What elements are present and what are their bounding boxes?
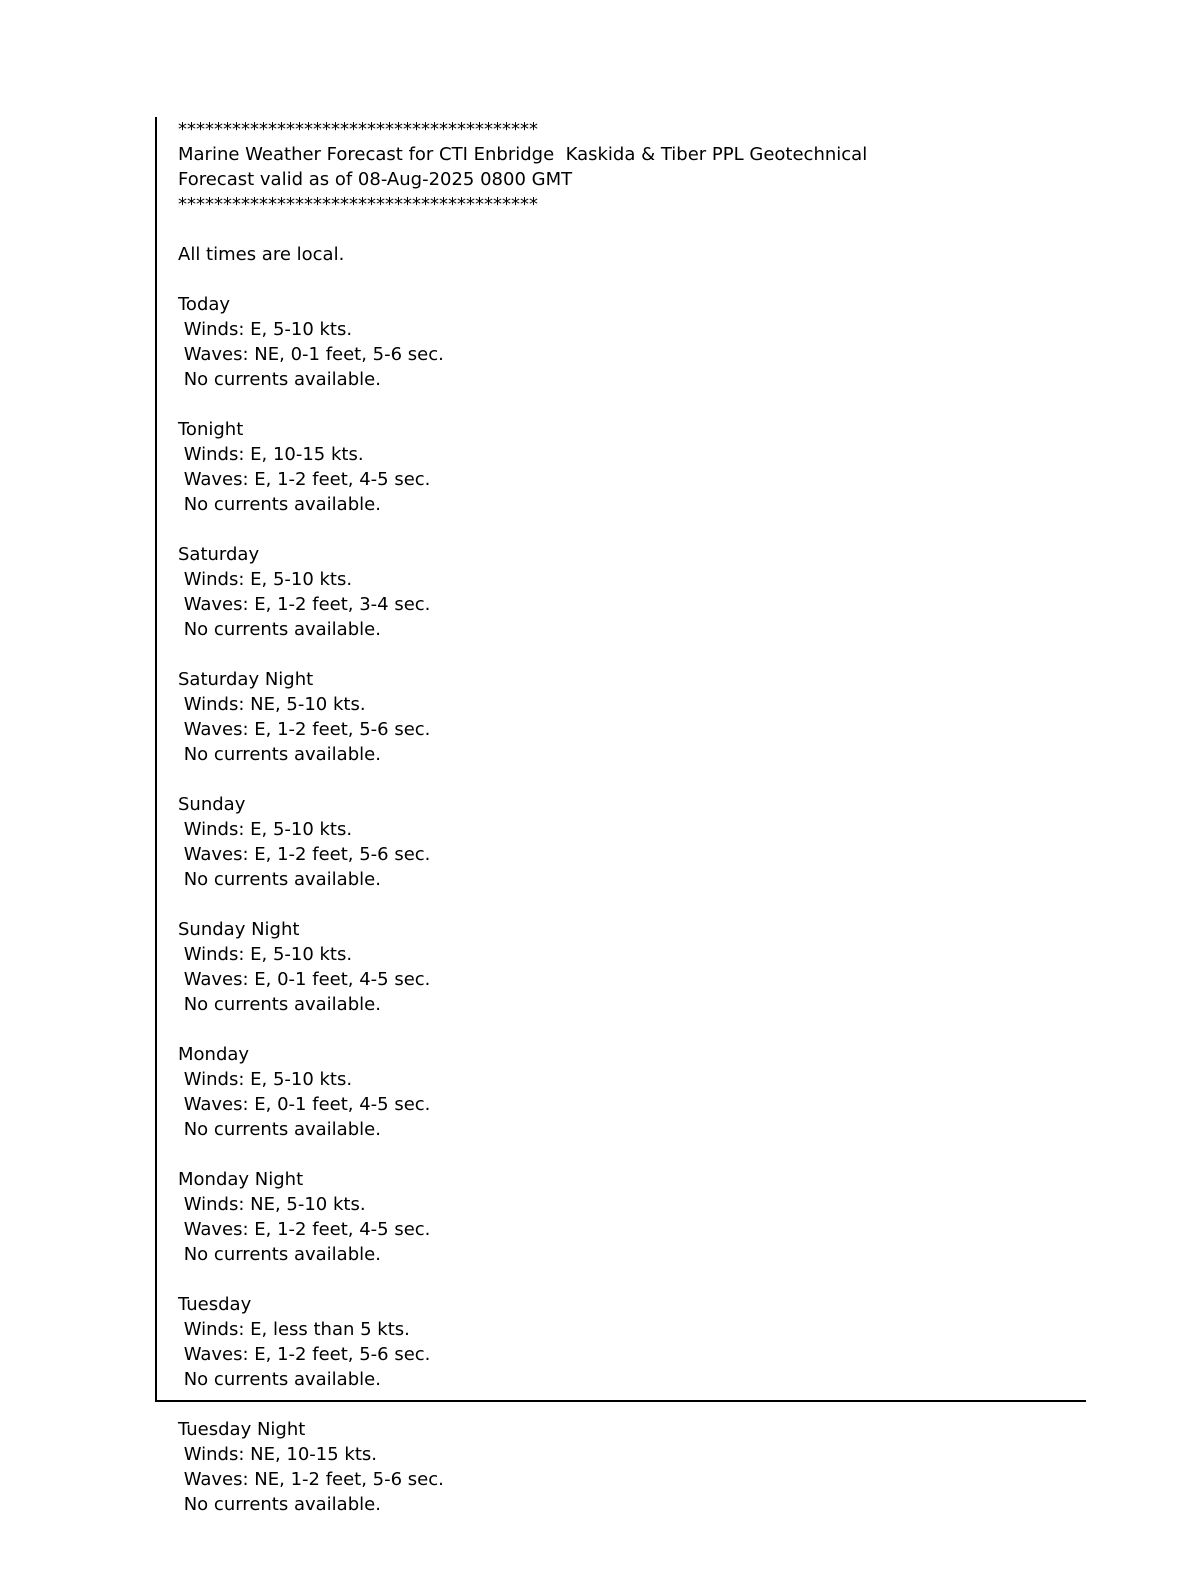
winds-line: Winds: E, 5-10 kts. <box>178 319 353 340</box>
winds-line: Winds: NE, 10-15 kts. <box>178 1444 378 1465</box>
winds-line: Winds: NE, 5-10 kts. <box>178 1194 366 1215</box>
forecast-section-sunday-night <box>178 917 1158 1017</box>
currents-line: No currents available. <box>178 1494 381 1515</box>
currents-line: No currents available. <box>178 744 381 765</box>
forecast-section-tuesday <box>178 1292 1158 1392</box>
section-title: Today <box>178 294 231 315</box>
forecast-header <box>178 117 1158 217</box>
section-title: Sunday <box>178 794 246 815</box>
section-title: Monday Night <box>178 1169 304 1190</box>
currents-line: No currents available. <box>178 994 381 1015</box>
waves-line: Waves: E, 1-2 feet, 4-5 sec. <box>178 469 431 490</box>
currents-line: No currents available. <box>178 619 381 640</box>
waves-line: Waves: E, 1-2 feet, 5-6 sec. <box>178 844 431 865</box>
currents-line: No currents available. <box>178 1369 381 1390</box>
section-title: Monday <box>178 1044 250 1065</box>
forecast-valid-date: Forecast valid as of 08-Aug-2025 0800 GMT <box>178 169 573 190</box>
winds-line: Winds: E, 5-10 kts. <box>178 1069 353 1090</box>
currents-line: No currents available. <box>178 369 381 390</box>
waves-line: Waves: NE, 1-2 feet, 5-6 sec. <box>178 1469 444 1490</box>
waves-line: Waves: E, 1-2 feet, 5-6 sec. <box>178 719 431 740</box>
section-title: Tuesday <box>178 1294 252 1315</box>
waves-line: Waves: NE, 0-1 feet, 5-6 sec. <box>178 344 444 365</box>
currents-line: No currents available. <box>178 869 381 890</box>
winds-line: Winds: E, 5-10 kts. <box>178 944 353 965</box>
winds-line: Winds: E, 5-10 kts. <box>178 569 353 590</box>
section-title: Tuesday Night <box>178 1419 306 1440</box>
forecast-section-tuesday-night <box>178 1417 1158 1517</box>
times-note: All times are local. <box>178 244 345 265</box>
forecast-section-today <box>178 292 1158 392</box>
winds-line: Winds: E, 10-15 kts. <box>178 444 364 465</box>
section-title: Saturday <box>178 544 260 565</box>
section-title: Saturday Night <box>178 669 314 690</box>
winds-line: Winds: E, less than 5 kts. <box>178 1319 410 1340</box>
header-divider-top: **************************************** <box>178 119 538 140</box>
forecast-section-monday <box>178 1042 1158 1142</box>
winds-line: Winds: NE, 5-10 kts. <box>178 694 366 715</box>
forecast-section-monday-night <box>178 1167 1158 1267</box>
waves-line: Waves: E, 1-2 feet, 4-5 sec. <box>178 1219 431 1240</box>
winds-line: Winds: E, 5-10 kts. <box>178 819 353 840</box>
currents-line: No currents available. <box>178 1244 381 1265</box>
section-title: Tonight <box>178 419 244 440</box>
waves-line: Waves: E, 1-2 feet, 5-6 sec. <box>178 1344 431 1365</box>
forecast-title: Marine Weather Forecast for CTI Enbridge Kaskida & Tiber PPL Geotechnical <box>178 144 868 165</box>
currents-line: No currents available. <box>178 1119 381 1140</box>
forecast-section-tonight <box>178 417 1158 517</box>
forecast-section-saturday <box>178 542 1158 642</box>
waves-line: Waves: E, 0-1 feet, 4-5 sec. <box>178 969 431 990</box>
forecast-section-saturday-night <box>178 667 1158 767</box>
currents-line: No currents available. <box>178 494 381 515</box>
header-divider-bottom: **************************************** <box>178 194 538 215</box>
waves-line: Waves: E, 1-2 feet, 3-4 sec. <box>178 594 431 615</box>
forecast-section-sunday <box>178 792 1158 892</box>
waves-line: Waves: E, 0-1 feet, 4-5 sec. <box>178 1094 431 1115</box>
section-title: Sunday Night <box>178 919 300 940</box>
forecast-document <box>178 117 1158 1517</box>
